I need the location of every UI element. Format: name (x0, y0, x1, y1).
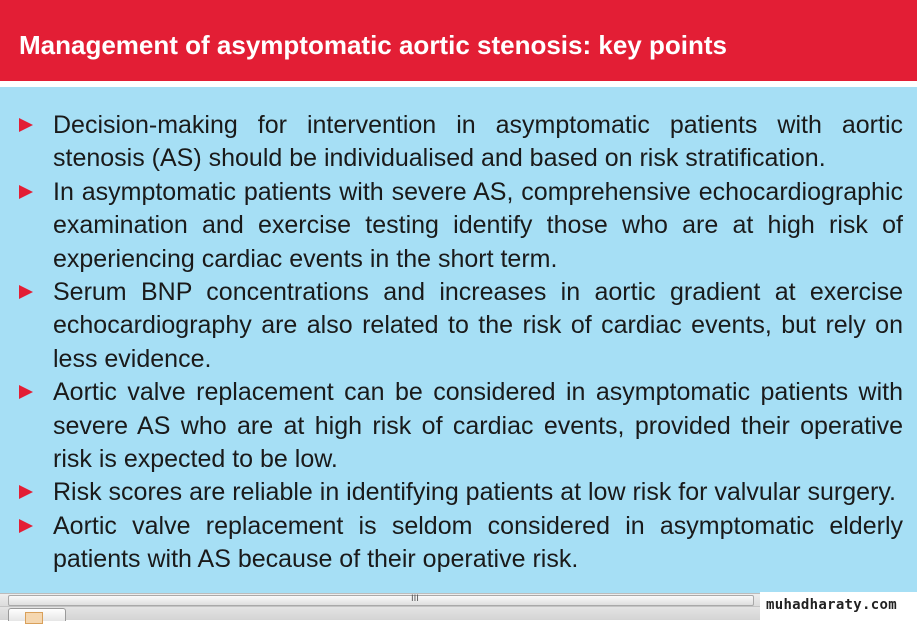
bullet-text: In asymptomatic patients with severe AS, comprehensive echocardiographic examination and exercise testing identify those who are at high risk of experiencing cardiac events in the short term. (53, 177, 903, 273)
triangle-right-icon (19, 485, 33, 499)
triangle-right-icon (19, 118, 33, 132)
bullet-item (0, 510, 917, 577)
bullet-item (0, 476, 917, 509)
slide-content (0, 87, 917, 593)
scrollbar-thumb[interactable] (8, 595, 754, 606)
bullet-text: Aortic valve replacement is seldom considered in asymptomatic elderly patients with AS because of their operative risk. (53, 511, 903, 574)
bullet-item (0, 109, 917, 176)
triangle-right-icon (19, 185, 33, 199)
bullet-item (0, 176, 917, 276)
taskbar-button[interactable] (8, 608, 66, 621)
bullet-text: Serum BNP concentrations and increases in aortic gradient at exercise echocardiography are also related to the risk of cardiac events, but rely on less evidence. (53, 278, 903, 373)
slide-header (0, 0, 917, 84)
bullet-text: Aortic valve replacement can be considered in asymptomatic patients with severe AS who are at high risk of cardiac events, provided their operative risk is expected to be low. (53, 378, 903, 474)
watermark-text: muhadharaty.com (766, 597, 897, 613)
grip-icon: III (411, 594, 419, 604)
triangle-right-icon (19, 285, 33, 299)
horizontal-scrollbar[interactable] (0, 594, 760, 607)
folder-icon (25, 612, 43, 624)
watermark (760, 592, 917, 620)
bullet-text: Risk scores are reliable in identifying patients at low risk for valvular surgery. (53, 478, 896, 507)
bullet-item (0, 376, 917, 476)
key-points-list (0, 109, 917, 577)
bullet-text: Decision-making for intervention in asymptomatic patients with aortic stenosis (AS) should be individualised and based on risk stratification. (53, 111, 903, 173)
triangle-right-icon (19, 519, 33, 533)
triangle-right-icon (19, 385, 33, 399)
slide-title: Management of asymptomatic aortic stenosis: key points (19, 30, 727, 60)
bullet-item (0, 276, 917, 376)
